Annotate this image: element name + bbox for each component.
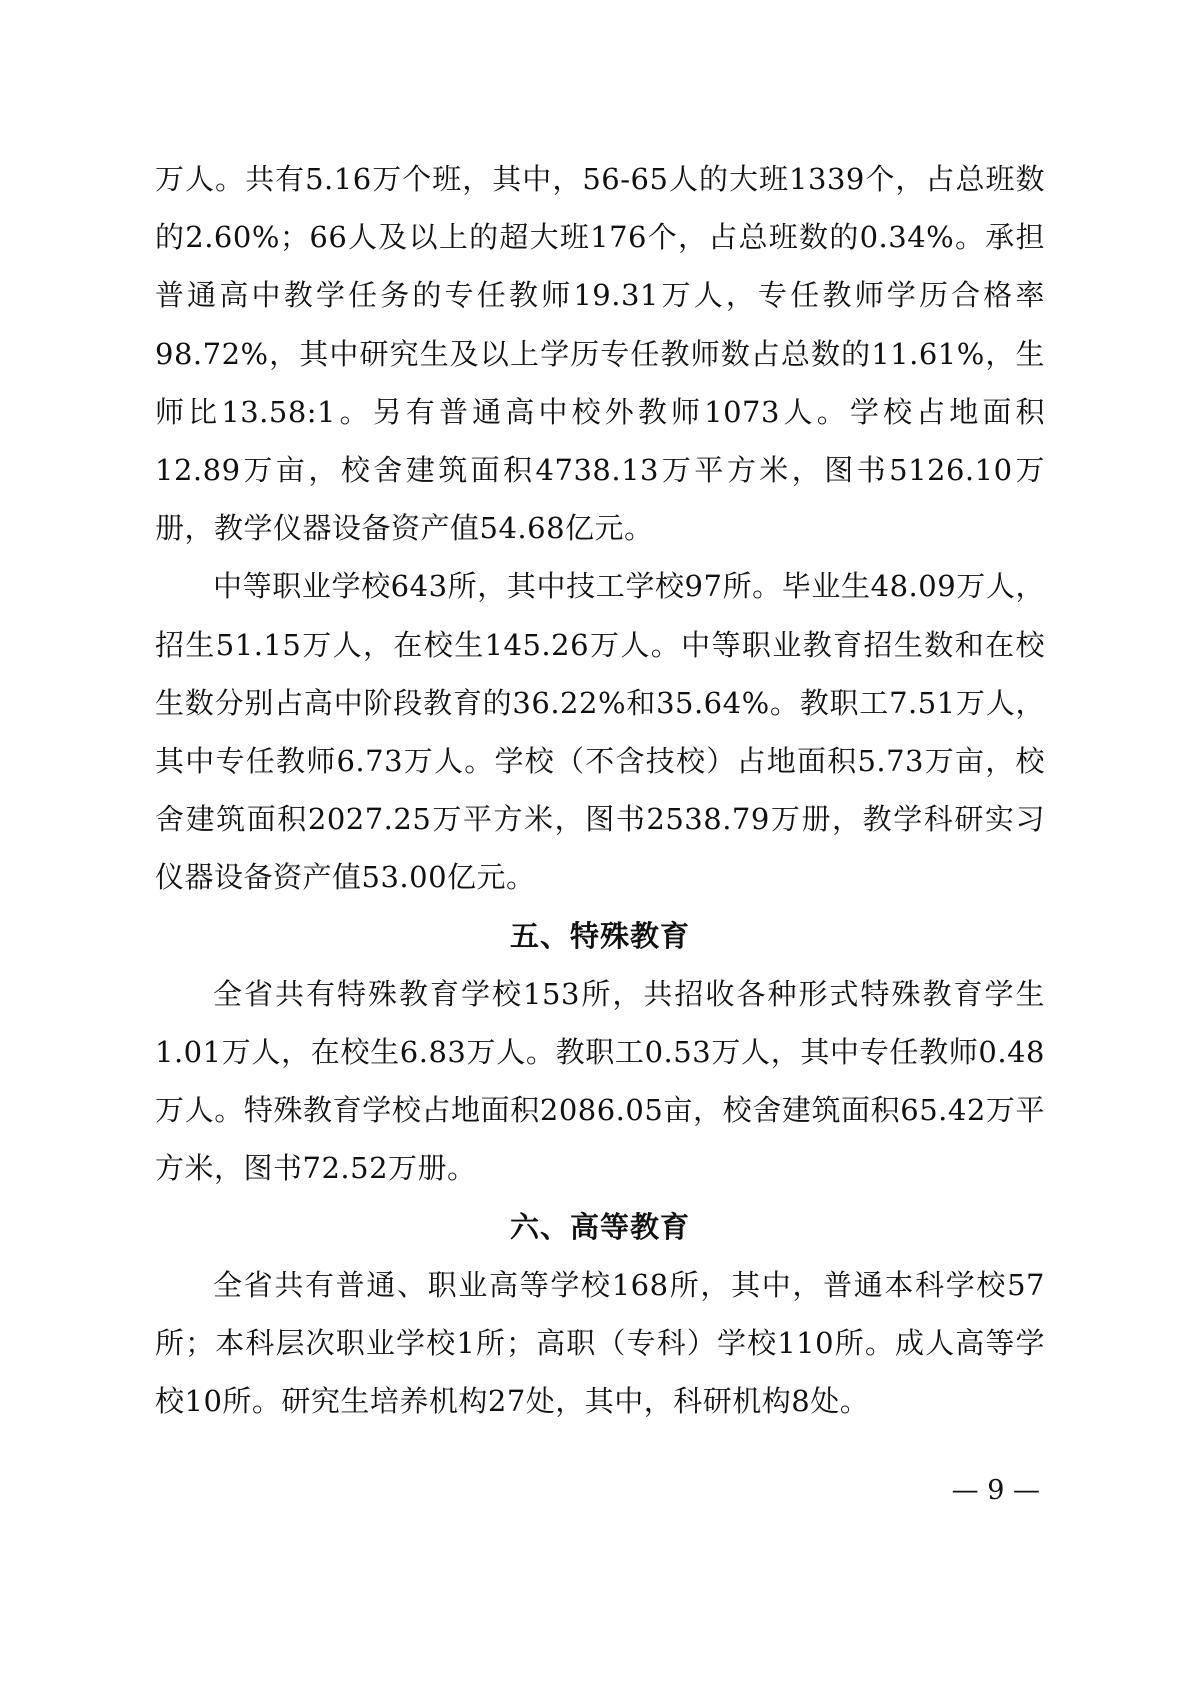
- paragraph-high-school-continued: 万人。共有5.16万个班，其中，56-65人的大班1339个，占总班数的2.60%；66人及以上的超大班176个，占总班数的0.34%。承担普通高中教学任务的专任教师19.31万人，专任教师学历合格率98.72%，其中研究生及以上学历专任教师数占总数的11.61%，生师比13.58:1。另有普通高中校外教师1073人。学校占地面积12.89万亩，校舍建筑面积4738.13万平方米，图书5126.10万册，教学仪器设备资产值54.68亿元。: [155, 162, 1045, 546]
- section-heading-higher-education: 六、高等教育: [509, 1209, 690, 1244]
- section-heading-special-education: 五、特殊教育: [509, 918, 690, 953]
- paragraph-special-education: 全省共有特殊教育学校153所，共招收各种形式特殊教育学生1.01万人，在校生6.83万人。教职工0.53万人，其中专任教师0.48万人。特殊教育学校占地面积2086.05亩，校舍建筑面积65.42万平方米，图书72.52万册。: [155, 976, 1045, 1186]
- paragraph-vocational-schools: 中等职业学校643所，其中技工学校97所。毕业生48.09万人，招生51.15万人，在校生145.26万人。中等职业教育招生数和在校生数分别占高中阶段教育的36.22%和35.64%。教职工7.51万人，其中专任教师6.73万人。学校（不含技校）占地面积5.73万亩，校舍建筑面积2027.25万平方米，图书2538.79万册，教学科研实习仪器设备资产值53.00亿元。: [155, 569, 1045, 895]
- page-number: — 9 —: [951, 1475, 1040, 1506]
- document-page: [155, 150, 1045, 1430]
- paragraph-higher-education: 全省共有普通、职业高等学校168所，其中，普通本科学校57所；本科层次职业学校1所；高职（专科）学校110所。成人高等学校10所。研究生培养机构27处，其中，科研机构8处。: [155, 1267, 1045, 1419]
